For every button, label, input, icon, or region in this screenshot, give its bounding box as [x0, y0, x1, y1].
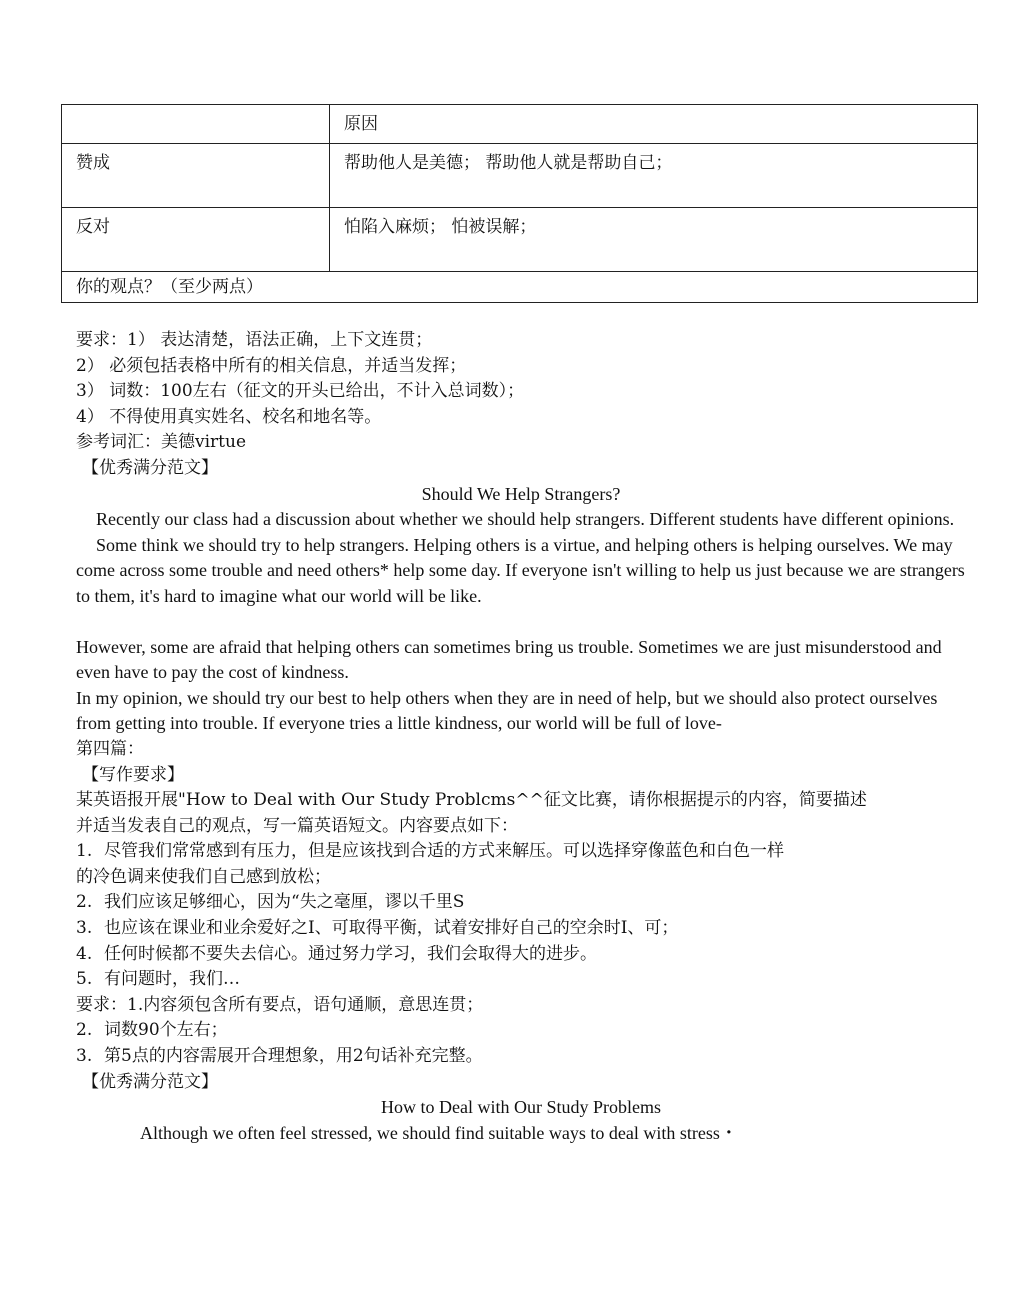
essay-paragraph: In my opinion, we should try our best to help others when they are in need of help, but we should also protect ourselves from getting into trouble. If everyone tries a little kindness, our world will be full of love- — [76, 687, 938, 734]
vocab-line: 参考词汇：美德virtue — [76, 432, 247, 453]
requirement-line: 2） 必须包括表格中所有的相关信息，并适当发挥； — [76, 355, 467, 376]
sample-label: 【优秀满分范文】 — [82, 1071, 218, 1092]
section-heading: 第四篇： — [76, 738, 144, 759]
point-item: 1. 尽管我们常常感到有压力，但是应该找到合适的方式来解压。可以选择穿像蓝色和白色一样 — [76, 841, 784, 862]
document-body — [76, 328, 966, 1146]
point-item-continued: 的冷色调来使我们自己感到放松； — [76, 866, 331, 887]
essay-paragraph: Recently our class had a discussion about whether we should help strangers. Different students have different opinions. — [96, 509, 955, 530]
essay-title: How to Deal with Our Study Problems — [381, 1097, 661, 1118]
writing-requirements-label: 【写作要求】 — [82, 764, 184, 785]
table-cell-reason: 帮助他人是美德； 帮助他人就是帮助自己； — [330, 144, 978, 208]
requirement-line: 3. 第5点的内容需展开合理想象，用2句话补充完整。 — [76, 1046, 483, 1067]
requirement-line: 要求：1.内容须包含所有要点，语句通顺，意思连贯； — [76, 994, 484, 1015]
point-item: 4. 任何时候都不要失去信心。通过努力学习，我们会取得大的进步。 — [76, 943, 597, 964]
point-item: 3. 也应该在课业和业余爱好之I、可取得平衡，试着安排好自己的空余时I、可； — [76, 918, 679, 939]
essay-paragraph: Some think we should try to help strangers. Helping others is a virtue, and helping others is helping ourselves. We may come across some trouble and need others* help some day. If everyone isn't willing to help us just because we are strangers to them, it's hard to imagine what our world will be like. — [76, 534, 965, 606]
table-header-reason: 原因 — [330, 105, 978, 144]
point-item: 5. 有问题时，我们… — [76, 969, 240, 990]
opinion-table — [61, 104, 978, 303]
table-cell-label: 反对 — [62, 208, 330, 272]
table-row — [62, 272, 978, 303]
table-cell-empty — [62, 105, 330, 144]
intro-line: 并适当发表自己的观点，写一篇英语短文。内容要点如下： — [76, 815, 518, 836]
table-cell-opinion: 你的观点？（至少两点） — [62, 272, 978, 303]
requirement-line: 要求：1） 表达清楚，语法正确，上下文连贯； — [76, 330, 433, 350]
point-item: 2. 我们应该足够细心，因为“失之毫厘，谬以千里S — [76, 892, 465, 913]
table-cell-label: 赞成 — [62, 144, 330, 208]
table-cell-reason: 怕陷入麻烦； 怕被误解； — [330, 208, 978, 272]
essay-first-line: Although we often feel stressed, we should find suitable ways to deal with stress・ — [140, 1122, 738, 1143]
table-row — [62, 144, 978, 208]
intro-line: 某英语报开展"How to Deal with Our Study Problcms^^征文比赛，请你根据提示的内容，简要描述 — [76, 790, 867, 811]
requirement-line: 2. 词数90个左右； — [76, 1020, 228, 1041]
requirement-line: 4） 不得使用真实姓名、校名和地名等。 — [76, 406, 382, 427]
table-row — [62, 105, 978, 144]
essay-title: Should We Help Strangers? — [421, 483, 621, 504]
essay-paragraph: However, some are afraid that helping others can sometimes bring us trouble. Sometimes we are just misunderstood and even have to pay the cost of kindness. — [76, 636, 942, 683]
sample-label: 【优秀满分范文】 — [82, 457, 218, 478]
table-row — [62, 208, 978, 272]
requirement-line: 3） 词数：100左右（征文的开头已给出，不计入总词数）； — [76, 381, 525, 402]
paragraph-gap — [76, 610, 966, 635]
